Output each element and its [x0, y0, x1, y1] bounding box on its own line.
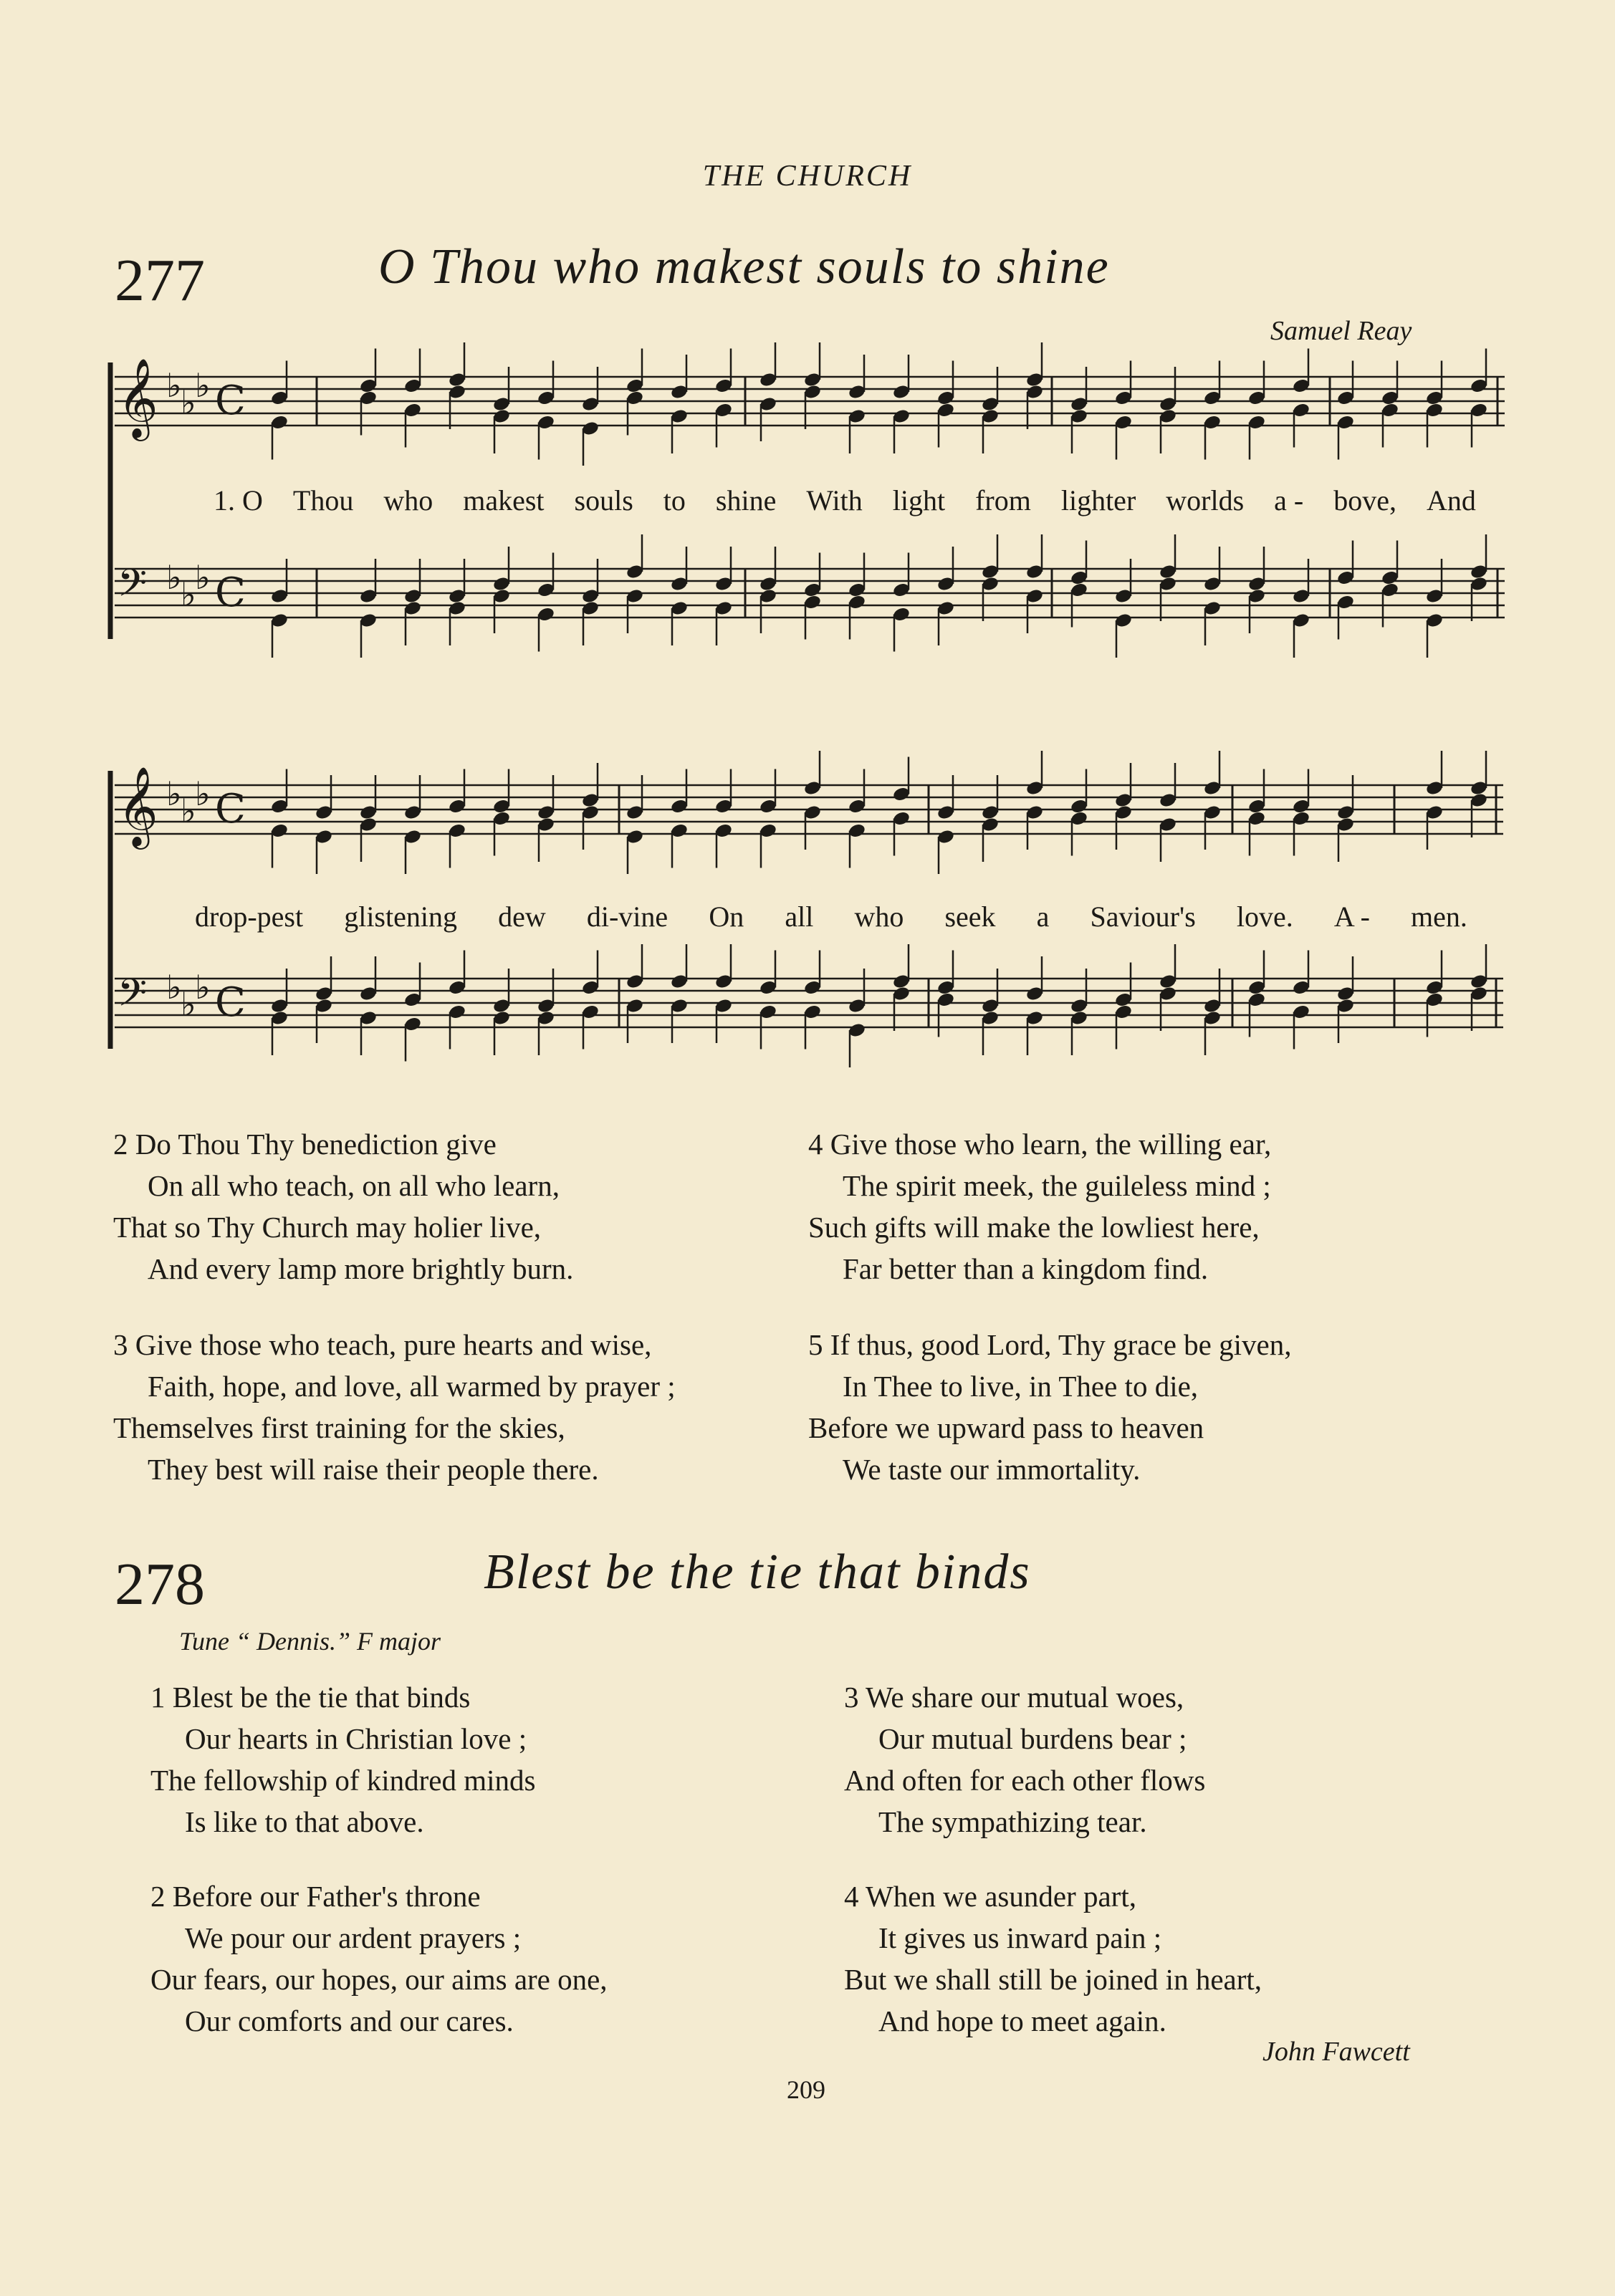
verse-line: But we shall still be joined in heart, — [844, 1963, 1262, 1996]
hymn-277-number: 277 — [115, 247, 205, 314]
verse-line: Is like to that above. — [185, 1805, 424, 1838]
hymn-277-composer: Samuel Reay — [1270, 316, 1412, 346]
verse-line: The spirit meek, the guileless mind ; — [843, 1169, 1271, 1202]
svg-text:♭: ♭ — [181, 575, 196, 614]
verse-line: Themselves first training for the skies, — [113, 1411, 565, 1444]
svg-text:♭: ♭ — [195, 558, 211, 597]
verse-line: On all who teach, on all who learn, — [148, 1169, 560, 1202]
svg-text:♭: ♭ — [195, 968, 211, 1007]
running-head: THE CHURCH — [702, 160, 913, 193]
verse-line: We taste our immortality. — [843, 1453, 1141, 1486]
lyric-syllable: worlds — [1166, 484, 1245, 517]
hymn-277-lyric-line-2 — [195, 900, 1467, 933]
verse-line: 2 Do Thou Thy benediction give — [113, 1128, 497, 1161]
verse-line: In Thee to live, in Thee to die, — [843, 1370, 1199, 1403]
verse-line: Far better than a kingdom find. — [843, 1252, 1209, 1285]
hymn-278-verse-2 — [150, 1875, 608, 2042]
lyric-syllable: 1. O — [214, 484, 263, 517]
verse-line: Faith, hope, and love, all warmed by prayer ; — [148, 1370, 676, 1403]
hymn-277-lyric-line-1 — [214, 484, 1476, 517]
verse-line: 3 Give those who teach, pure hearts and wise, — [113, 1328, 652, 1361]
verse-line: The fellowship of kindred minds — [150, 1764, 536, 1797]
hymn-278-number: 278 — [115, 1551, 205, 1618]
svg-text:𝄢: 𝄢 — [118, 562, 148, 615]
hymn-278-title: Blest be the tie that binds — [484, 1545, 1031, 1600]
lyric-syllable: dew — [498, 900, 546, 933]
hymn-277-verse-5 — [808, 1324, 1291, 1490]
hymn-278-verse-1 — [150, 1676, 535, 1843]
verse-line: 3 We share our mutual woes, — [844, 1681, 1184, 1714]
lyric-syllable: glistening — [344, 900, 457, 933]
verse-line: 2 Before our Father's throne — [150, 1880, 481, 1913]
svg-text:𝄢: 𝄢 — [118, 971, 148, 1024]
verse-line: And hope to meet again. — [878, 2004, 1166, 2037]
svg-text:C: C — [215, 378, 246, 424]
lyric-syllable: On — [709, 900, 744, 933]
svg-text:♭: ♭ — [195, 774, 211, 813]
hymn-278-author: John Fawcett — [1262, 2037, 1410, 2067]
lyric-syllable: drop-pest — [195, 900, 304, 933]
hymn-277-verse-4 — [808, 1123, 1271, 1289]
svg-text:C: C — [215, 570, 246, 616]
lyric-syllable: who — [383, 484, 433, 517]
verse-line: Our mutual burdens bear ; — [878, 1722, 1187, 1755]
lyric-syllable: shine — [715, 484, 777, 517]
lyric-syllable: bove, — [1333, 484, 1396, 517]
lyric-syllable: a — [1036, 900, 1050, 933]
lyric-syllable: di-vine — [586, 900, 668, 933]
page-number: 209 — [787, 2075, 825, 2104]
hymn-278-verse-4 — [844, 1875, 1262, 2042]
verse-line: 4 When we asunder part, — [844, 1880, 1136, 1913]
svg-text:♭: ♭ — [181, 383, 196, 422]
lyric-syllable: makest — [463, 484, 545, 517]
verse-line: The sympathizing tear. — [878, 1805, 1147, 1838]
verse-line: Our comforts and our cares. — [185, 2004, 514, 2037]
lyric-syllable: light — [892, 484, 946, 517]
verse-line: And often for each other flows — [844, 1764, 1206, 1797]
lyric-syllable: seek — [944, 900, 996, 933]
verse-line: Before we upward pass to heaven — [808, 1411, 1204, 1444]
lyric-syllable: souls — [574, 484, 633, 517]
svg-text:♭: ♭ — [166, 366, 182, 405]
hymn-278-verse-3 — [844, 1676, 1205, 1843]
svg-text:♭: ♭ — [166, 774, 182, 813]
hymn-277-title: O Thou who makest souls to shine — [378, 239, 1110, 294]
hymn-277-verse-2 — [113, 1123, 573, 1289]
lyric-syllable: Saviour's — [1090, 900, 1196, 933]
lyric-syllable: Thou — [292, 484, 354, 517]
svg-text:♭: ♭ — [181, 792, 196, 830]
verse-line: Our fears, our hopes, our aims are one, — [150, 1963, 608, 1996]
lyric-syllable: men. — [1411, 900, 1467, 933]
verse-line: We pour our ardent prayers ; — [185, 1921, 522, 1954]
hymn-277-verse-3 — [113, 1324, 676, 1490]
verse-line: 4 Give those who learn, the willing ear, — [808, 1128, 1272, 1161]
lyric-syllable: a - — [1274, 484, 1304, 517]
svg-text:♭: ♭ — [195, 366, 211, 405]
verse-line: Our hearts in Christian love ; — [185, 1722, 527, 1755]
verse-line: Such gifts will make the lowliest here, — [808, 1211, 1260, 1244]
verse-line: 5 If thus, good Lord, Thy grace be given, — [808, 1328, 1292, 1361]
svg-text:𝄞: 𝄞 — [118, 766, 158, 846]
lyric-syllable: all — [785, 900, 814, 933]
lyric-syllable: love. — [1236, 900, 1293, 933]
lyric-syllable: to — [663, 484, 686, 517]
hymn-278-tune: Tune “ Dennis.” F major — [179, 1627, 441, 1656]
lyric-syllable: from — [975, 484, 1031, 517]
lyric-syllable: And — [1427, 484, 1476, 517]
lyric-syllable: lighter — [1060, 484, 1136, 517]
svg-text:𝄞: 𝄞 — [118, 357, 158, 438]
svg-text:♭: ♭ — [181, 985, 196, 1024]
verse-line: It gives us inward pain ; — [878, 1921, 1162, 1954]
lyric-syllable: who — [854, 900, 904, 933]
verse-line: 1 Blest be the tie that binds — [150, 1681, 471, 1714]
lyric-syllable: With — [806, 484, 863, 517]
lyric-syllable: A - — [1333, 900, 1370, 933]
verse-line: They best will raise their people there. — [148, 1453, 599, 1486]
verse-line: That so Thy Church may holier live, — [113, 1211, 542, 1244]
svg-text:C: C — [215, 786, 246, 832]
verse-line: And every lamp more brightly burn. — [148, 1252, 574, 1285]
svg-text:C: C — [215, 979, 246, 1026]
svg-text:♭: ♭ — [166, 968, 182, 1007]
svg-text:♭: ♭ — [166, 558, 182, 597]
